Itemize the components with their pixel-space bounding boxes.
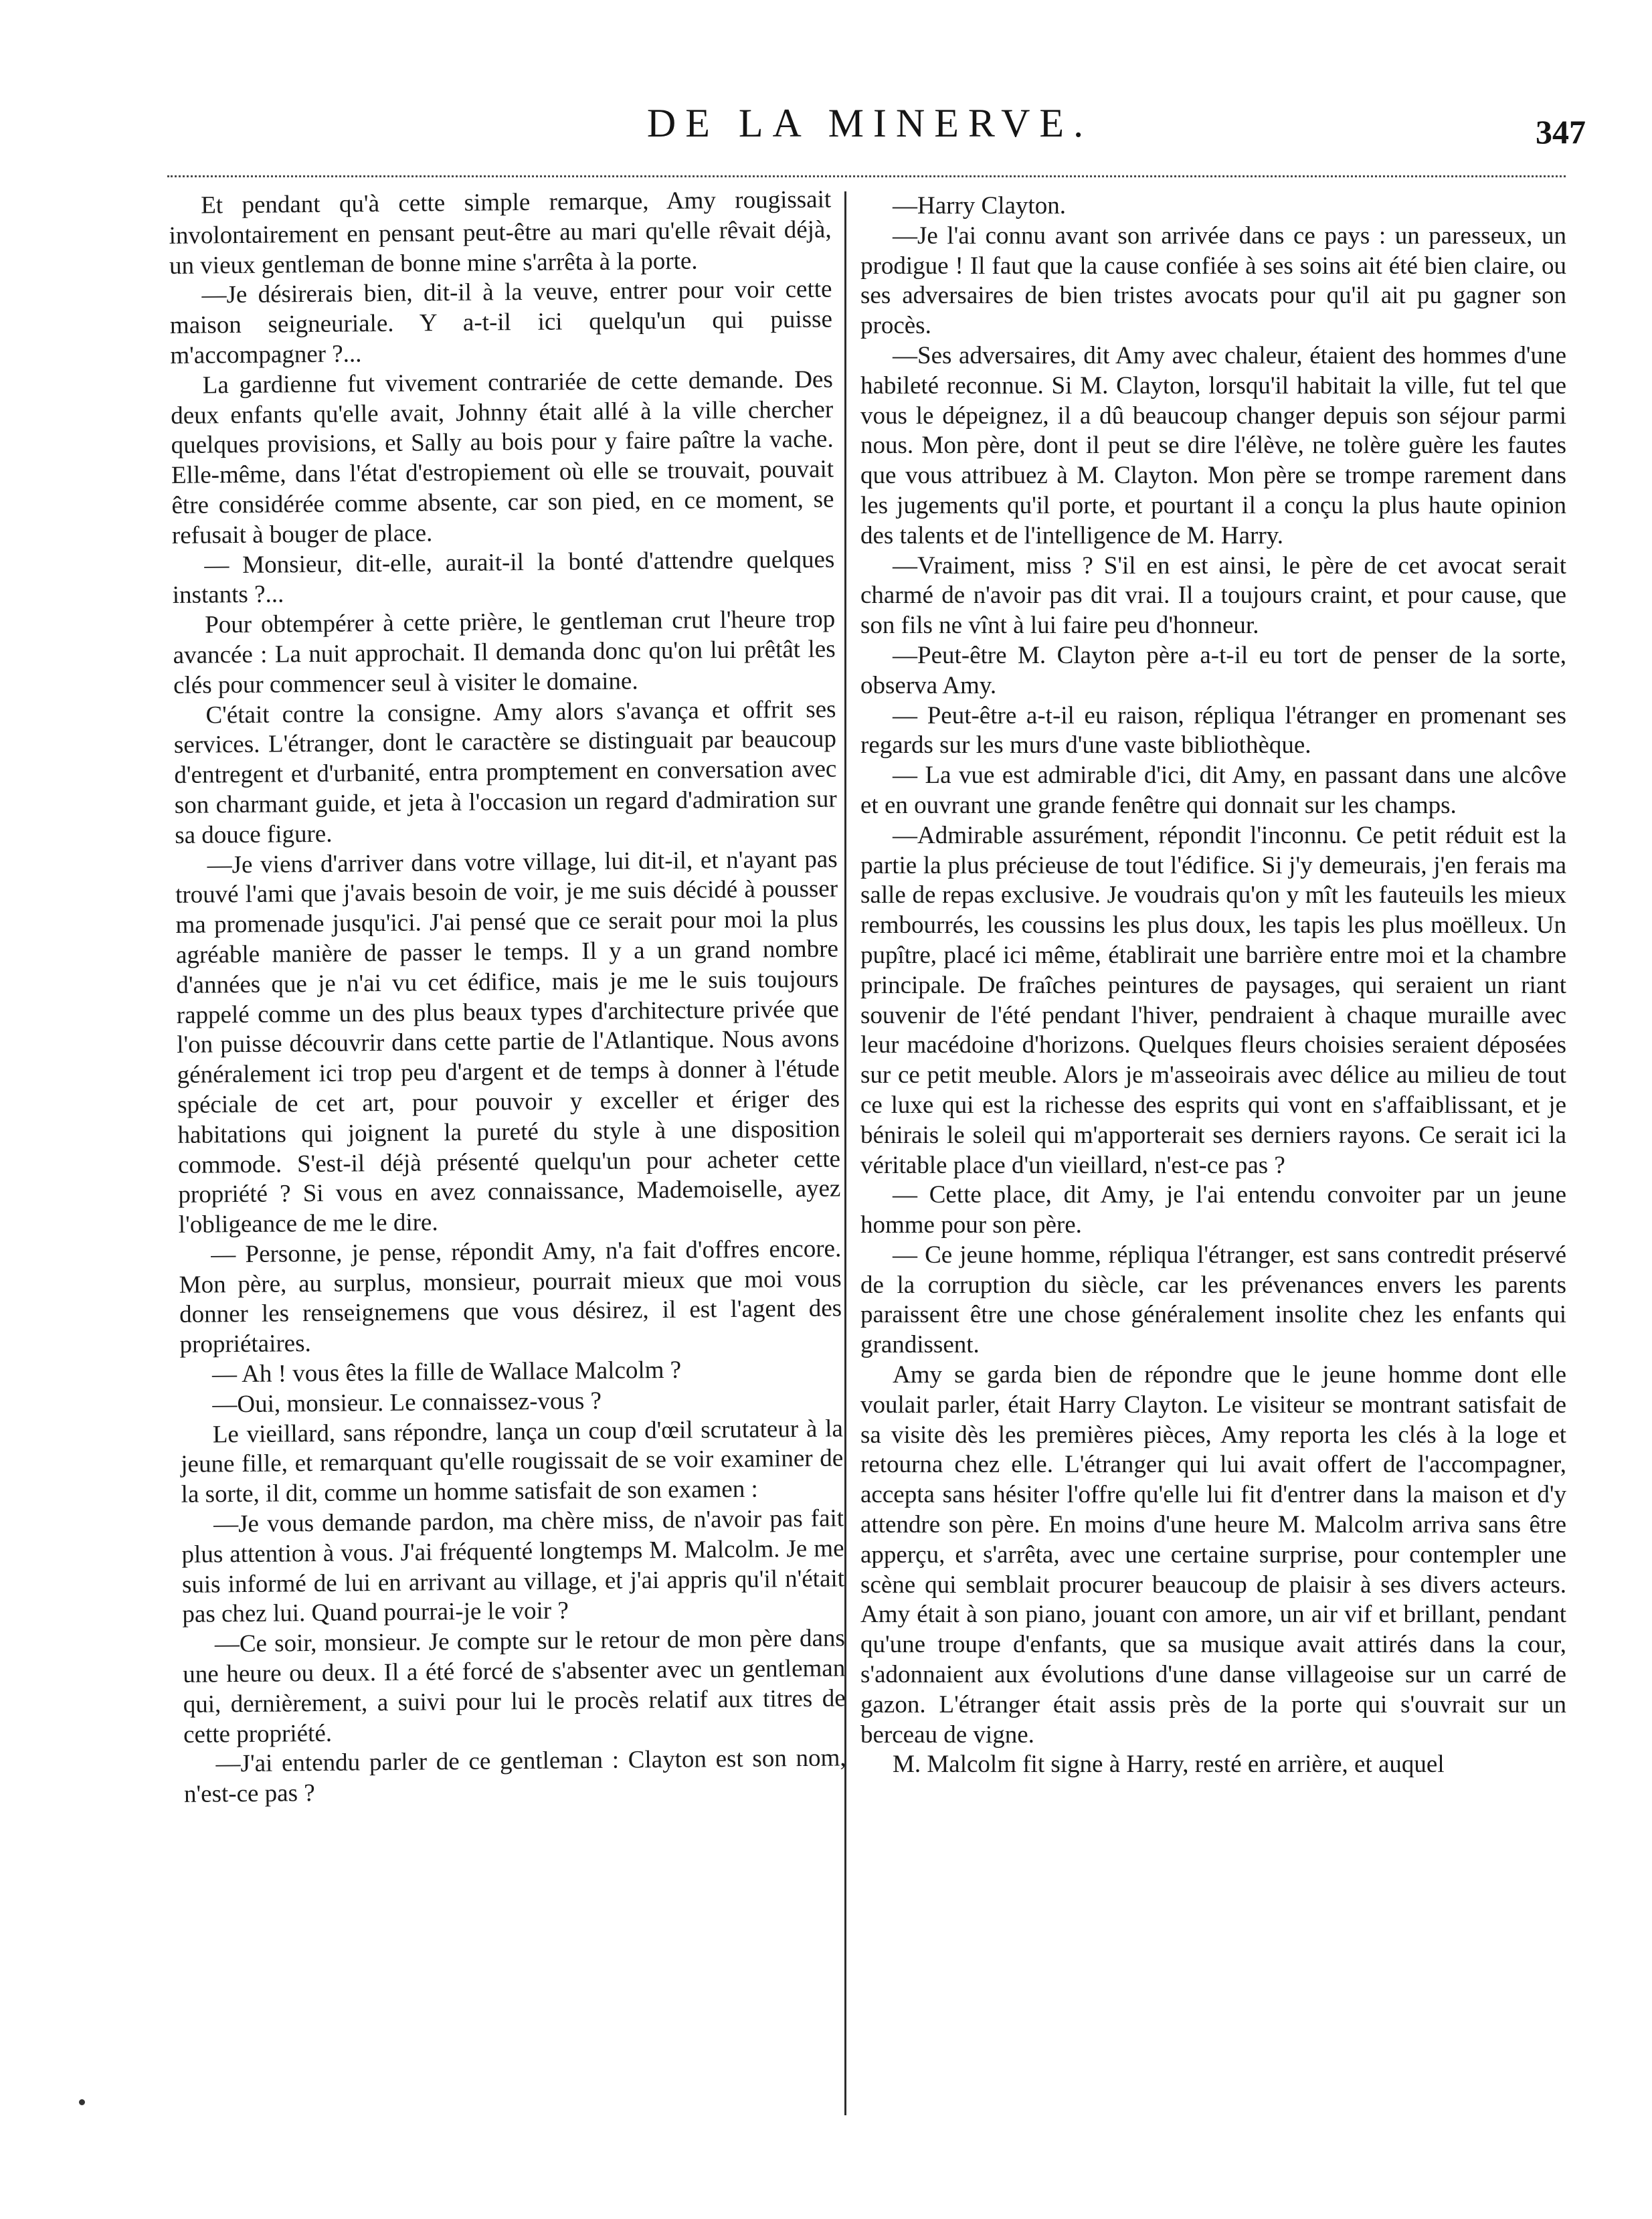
paragraph: Pour obtempérer à cette prière, le gentleman crut l'heure trop avancée : La nuit approchait. Il demanda donc qu'on lui prêtât les clés pour commencer seul à visiter le domaine. (173, 605, 836, 699)
header-divider (167, 175, 1566, 177)
right-text-column (860, 191, 1566, 1780)
paragraph: Le vieillard, sans répondre, lança un coup d'œil scrutateur à la jeune fille, et remarquant qu'elle rougissait de se voir examiner de la sorte, il dit, comme un homme satisfait de son examen : (181, 1415, 844, 1509)
running-title: DE LA MINERVE. (646, 101, 1093, 145)
paragraph: Et pendant qu'à cette simple remarque, Amy rougissait involontairement en pensant peut-être au mari qu'elle rêvait déjà, un vieux gentleman de bonne mine s'arrêta à la porte. (169, 185, 832, 280)
paragraph: — Monsieur, dit-elle, aurait-il la bonté d'attendre quelques instants ?... (172, 545, 835, 610)
paragraph: —Je vous demande pardon, ma chère miss, de n'avoir pas fait plus attention à vous. J'ai fréquenté longtemps M. Malcolm. Je me suis informé de lui en arrivant au village, et j'ai appris qu'il n'était pas chez lui. Quand pourrai-je le voir ? (181, 1504, 845, 1629)
paragraph: —Je désirerais bien, dit-il à la veuve, entrer pour voir cette maison seigneuriale. Y a-t-il ici quelqu'un qui puisse m'accompagner ?... (169, 275, 833, 369)
paragraph: —Je l'ai connu avant son arrivée dans ce pays : un paresseux, un prodigue ! Il faut que la cause confiée à ses soins ait été bien claire, ou ses adversaires de bien tristes avocats pour qu'il ait pu gagner son procès. (860, 221, 1566, 340)
paragraph: Amy se garda bien de répondre que le jeune homme dont elle voulait parler, était Harry Clayton. Le visiteur se montrant satisfait de sa visite dès les premières pièces, Amy reporta les clés à la loge et retourna chez elle. L'étranger qui lui avait offert de l'accompagner, accepta sans hésiter l'offre qu'elle lui fit d'entrer dans la maison et d'y attendre son père. En moins d'une heure M. Malcolm arriva sans être apperçu, et s'arrêta, avec une certaine surprise, pour contempler une scène qui semblait procurer beaucoup de plaisir à ses divers acteurs. Amy était à son piano, jouant con amore, un air vif et brillant, pendant qu'une troupe d'enfants, que sa musique avait attirés dans la cour, s'adonnaient aux évolutions d'une danse villageoise sur un carré de gazon. L'étranger était assis près de la porte qui s'ouvrait sur un berceau de vigne. (860, 1361, 1566, 1749)
page-number: 347 (1536, 113, 1586, 151)
left-text-column (169, 185, 846, 1809)
paragraph: —Admirable assurément, répondit l'inconnu. Ce petit réduit est la partie la plus précieuse de tout l'édifice. Si j'y demeurais, j'en ferais ma salle de repas exclusive. Je voudrais qu'on y mît les fauteuils les mieux rembourrés, les coussins les plus doux, les tapis les plus moëlleux. Un pupître, placé ici même, établirait une barrière entre moi et la chambre principale. De fraîches peintures de paysages, qui seraient un riant souvenir de l'été pendant l'hiver, pendraient à chaque muraille avec leur macédoine d'horizons. Quelques fleurs choisies seraient déposées sur ce petit meuble. Alors je m'asseoirais avec délice au milieu de tout ce luxe qui est la richesse des esprits qui vont en s'affaiblissant, et je bénirais le soleil qui m'apporterait ses derniers rayons. Ce serait ici la véritable place d'un vieillard, n'est-ce pas ? (860, 821, 1566, 1179)
paragraph: — Cette place, dit Amy, je l'ai entendu convoiter par un jeune homme pour son père. (860, 1181, 1566, 1239)
paragraph: —J'ai entendu parler de ce gentleman : Clayton est son nom, n'est-ce pas ? (183, 1744, 846, 1809)
paragraph: C'était contre la consigne. Amy alors s'avança et offrit ses services. L'étranger, dont le caractère se distinguait par beaucoup d'entregent et d'urbanité, entra promptement en conversation avec son charmant guide, et jeta à l'occasion un regard d'admiration sur sa douce figure. (173, 695, 837, 849)
paragraph: — La vue est admirable d'ici, dit Amy, en passant dans une alcôve et en ouvrant une grande fenêtre qui donnait sur les champs. (860, 762, 1566, 819)
paragraph: —Ses adversaires, dit Amy avec chaleur, étaient des hommes d'une habileté reconnue. Si M. Clayton, lorsqu'il habitait la ville, fut tel que vous le dépeignez, il a dû beaucoup changer depuis son séjour parmi nous. Mon père, dont il peut se dire l'élève, ne tolère guère les fautes que vous attribuez à M. Clayton. Mon père se trompe rarement dans les jugements qu'il porte, et pourtant il a conçu la plus haute opinion des talents et de l'intelligence de M. Harry. (860, 341, 1566, 549)
paragraph: —Oui, monsieur. Le connaissez-vous ? (212, 1387, 602, 1419)
ink-speck (79, 2099, 85, 2105)
paragraph: — Personne, je pense, répondit Amy, n'a fait d'offres encore. Mon père, au surplus, monsieur, pourrait mieux que moi vous donner les renseignemens que vous désirez, il est l'agent des propriétaires. (179, 1235, 842, 1359)
paragraph: — Ah ! vous êtes la fille de Wallace Malcolm ? (211, 1356, 682, 1389)
paragraph: —Peut-être M. Clayton père a-t-il eu tort de penser de la sorte, observa Amy. (860, 641, 1566, 699)
paragraph: — Ce jeune homme, répliqua l'étranger, est sans contredit préservé de la corruption du siècle, car les prévenances envers les parents paraissent être une chose généralement insolite chez les enfants qui grandissent. (860, 1241, 1566, 1359)
paragraph: —Harry Clayton. (893, 192, 1066, 219)
paragraph: —Je viens d'arriver dans votre village, lui dit-il, et n'ayant pas trouvé l'ami que j'avais besoin de voir, je me suis décidé à pousser ma promenade jusqu'ici. J'ai pensé que ce serait pour moi la plus agréable manière de passer le temps. Il y a un grand nombre d'années que je n'ai vu cet édifice, mais je me le suis toujours rappelé comme un des plus beaux types d'architecture privée que l'on puisse découvrir dans cette partie de l'Atlantique. Nous avons généralement ici trop peu d'argent et de temps à donner à l'étude spéciale de cet art, pour pouvoir y exceller et ériger des habitations qui joignent la pureté du style à une disposition commode. S'est-il déjà présenté quelqu'un pour acheter cette propriété ? Si vous en avez connaissance, Mademoiselle, ayez l'obligeance de me le dire. (175, 845, 841, 1239)
paragraph: —Vraiment, miss ? S'il en est ainsi, le père de cet avocat serait charmé de n'avoir pas dit vrai. Il a toujours craint, et pour cause, que son fils ne vînt à lui faire peu d'honneur. (860, 551, 1566, 640)
paragraph: M. Malcolm fit signe à Harry, resté en arrière, et auquel (893, 1751, 1445, 1779)
paragraph: La gardienne fut vivement contrariée de cette demande. Des deux enfants qu'elle avait, Johnny était allé à la ville chercher quelques provisions, et Sally au bois pour y faire paître la vache. Elle-même, dans l'état d'estropiement où elle se trouvait, pouvait être considérée comme absente, car son pied, en ce moment, se refusait à bouger de place. (171, 365, 834, 549)
paragraph: —Ce soir, monsieur. Je compte sur le retour de mon père dans une heure ou deux. Il a été forcé de s'absenter avec un gentleman qui, dernièrement, a suivi pour lui le procès relatif aux titres de cette propriété. (183, 1624, 846, 1749)
paragraph: — Peut-être a-t-il eu raison, répliqua l'étranger en promenant ses regards sur les murs d'une vaste bibliothèque. (860, 701, 1566, 760)
column-divider (844, 191, 846, 2115)
